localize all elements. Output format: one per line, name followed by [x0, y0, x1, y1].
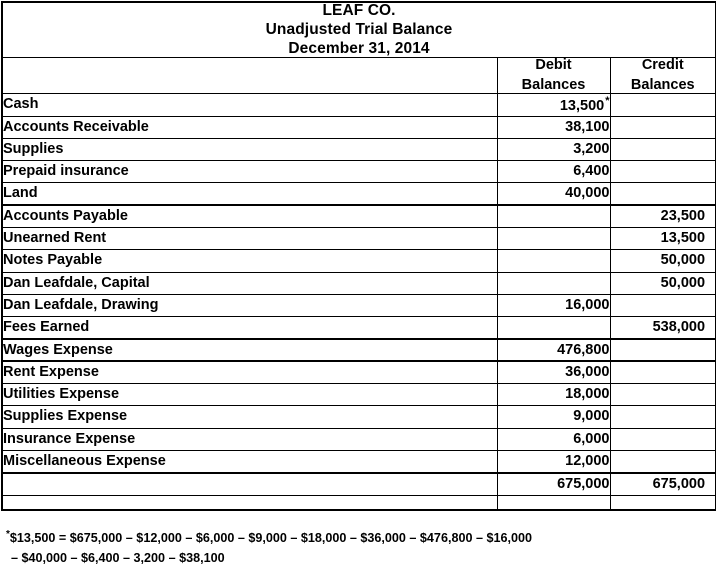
credit-header-line-2: Balances: [630, 77, 695, 94]
table-row: [2, 250, 716, 272]
totals-row: [2, 473, 716, 495]
total-debit-amount: 675,000: [497, 473, 610, 495]
account-name: Miscellaneous Expense: [2, 450, 497, 472]
footnote-line-1-text: $13,500 = $675,000 – $12,000 – $6,000 – $9,000 – $18,000 – $36,000 – $476,800 – $16,000: [9, 531, 532, 546]
debit-amount: 476,800: [497, 339, 610, 361]
debit-header-line-2: Balances: [521, 77, 586, 94]
debit-header-line-1: Debit: [535, 56, 572, 73]
account-name: Insurance Expense: [2, 428, 497, 450]
table-row: [2, 428, 716, 450]
account-name: Accounts Payable: [2, 205, 497, 227]
account-name: Land: [2, 183, 497, 205]
account-name: Cash: [2, 94, 497, 116]
credit-amount: [610, 294, 716, 316]
account-name: Rent Expense: [2, 361, 497, 383]
credit-amount: [610, 161, 716, 183]
table-row: [2, 384, 716, 406]
credit-column-header: [610, 57, 716, 93]
debit-amount: 6,000: [497, 428, 610, 450]
company-name: LEAF CO.: [322, 2, 396, 19]
footnote-line-2: – $40,000 – $6,400 – 3,200 – $38,100: [11, 550, 225, 565]
account-name: Supplies Expense: [2, 406, 497, 428]
debit-amount: 6,400: [497, 161, 610, 183]
title-row: [2, 2, 716, 57]
debit-amount: [497, 272, 610, 294]
debit-value: 13,500: [559, 97, 605, 114]
table-row: [2, 339, 716, 361]
credit-amount: [610, 361, 716, 383]
table-row: [2, 228, 716, 250]
account-column-header: [2, 57, 497, 93]
footnote-marker-symbol: *: [6, 529, 10, 541]
credit-amount: [610, 384, 716, 406]
column-header-row: [2, 57, 716, 93]
debit-amount: 16,000: [497, 294, 610, 316]
table-row: [2, 138, 716, 160]
table-row: [2, 161, 716, 183]
credit-amount: [610, 94, 716, 116]
footnote-line-1: [6, 527, 716, 549]
credit-amount: [610, 183, 716, 205]
footnote-marker: *: [605, 94, 610, 107]
spacer-debit-cell: [497, 495, 610, 510]
footnote: [6, 527, 716, 568]
debit-amount: [497, 250, 610, 272]
account-name: Prepaid insurance: [2, 161, 497, 183]
credit-amount: 23,500: [610, 205, 716, 227]
debit-amount: 3,200: [497, 138, 610, 160]
table-row: [2, 94, 716, 116]
credit-amount: 50,000: [610, 250, 716, 272]
table-footer-spacer-row: [2, 495, 716, 510]
debit-amount: 12,000: [497, 450, 610, 472]
credit-amount: [610, 138, 716, 160]
debit-amount: 18,000: [497, 384, 610, 406]
table-row: [2, 272, 716, 294]
account-name: Wages Expense: [2, 339, 497, 361]
table-row: [2, 116, 716, 138]
spacer-credit-cell: [610, 495, 716, 510]
credit-amount: 538,000: [610, 317, 716, 339]
debit-amount: 9,000: [497, 406, 610, 428]
debit-amount: 38,100: [497, 116, 610, 138]
credit-amount: 50,000: [610, 272, 716, 294]
credit-amount: 13,500: [610, 228, 716, 250]
statement-name: Unadjusted Trial Balance: [265, 21, 453, 39]
account-name: Fees Earned: [2, 317, 497, 339]
table-row: [2, 450, 716, 472]
debit-amount: 36,000: [497, 361, 610, 383]
credit-amount: [610, 339, 716, 361]
table-row: [2, 406, 716, 428]
account-name: Accounts Receivable: [2, 116, 497, 138]
account-name: Notes Payable: [2, 250, 497, 272]
account-name: Dan Leafdale, Drawing: [2, 294, 497, 316]
account-name: Supplies: [2, 138, 497, 160]
document-title-block: [2, 2, 716, 57]
table-row: [2, 183, 716, 205]
total-credit-amount: 675,000: [610, 473, 716, 495]
account-name: Dan Leafdale, Capital: [2, 272, 497, 294]
debit-amount: [497, 94, 610, 116]
credit-amount: [610, 406, 716, 428]
credit-header-line-1: Credit: [641, 56, 684, 73]
debit-column-header: [497, 57, 610, 93]
debit-amount: [497, 205, 610, 227]
table-row: [2, 317, 716, 339]
debit-amount: 40,000: [497, 183, 610, 205]
totals-label: [2, 473, 497, 495]
credit-amount: [610, 428, 716, 450]
account-name: Utilities Expense: [2, 384, 497, 406]
table-row: [2, 294, 716, 316]
account-name: Unearned Rent: [2, 228, 497, 250]
credit-amount: [610, 116, 716, 138]
statement-date: December 31, 2014: [288, 39, 430, 57]
trial-balance-table: [1, 1, 716, 511]
table-row: [2, 361, 716, 383]
trial-balance-document: [0, 1, 716, 580]
debit-amount: [497, 317, 610, 339]
credit-amount: [610, 450, 716, 472]
debit-amount: [497, 228, 610, 250]
spacer-account-cell: [2, 495, 497, 510]
table-row: [2, 205, 716, 227]
